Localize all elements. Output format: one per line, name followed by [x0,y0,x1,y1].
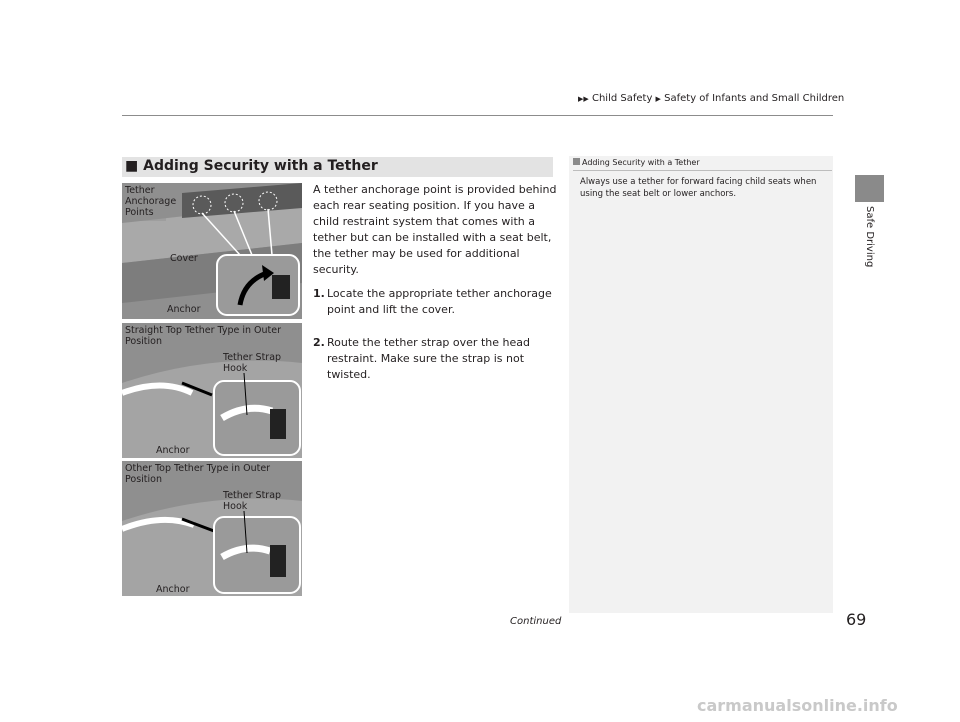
watermark: carmanualsonline.info [697,696,898,715]
header-rule [122,115,833,116]
step-number: 2. [313,336,325,349]
cover-label: Cover [170,253,198,264]
step-text: Route the tether strap over the head restraint. Make sure the strap is not twisted. [327,336,530,381]
breadcrumb-safety-infants[interactable]: Safety of Infants and Small Children [664,93,845,104]
other-tether-title: Other Top Tether Type in Outer Position [125,463,271,485]
tether-anchorage-points-label: Tether Anchorage Points [125,185,177,218]
breadcrumb-child-safety[interactable]: Child Safety [591,93,653,104]
step-text: Locate the appropriate tether anchorage point and lift the cover. [327,287,552,316]
page-number: 69 [846,610,867,629]
arrow-icon: ▶ [655,95,661,103]
section-title-text: Adding Security with a Tether [143,158,378,174]
section-tab[interactable] [855,175,884,202]
step-2 [313,335,558,383]
tether-strap-hook-label: Tether Strap Hook [223,352,282,374]
body-text [313,182,558,400]
arrow-icon: ▶▶ [578,95,589,103]
tether-anchorage-figure [122,183,302,319]
breadcrumb [578,93,844,104]
tether-strap-hook-label: Tether Strap Hook [223,490,282,512]
anchor-label: Anchor [156,445,190,456]
straight-tether-title: Straight Top Tether Type in Outer Position [125,325,282,347]
section-tab-label: Safe Driving [864,206,875,268]
note-divider [573,170,832,171]
step-number: 1. [313,287,325,300]
step-1 [313,286,558,318]
intro-paragraph: A tether anchorage point is provided behind each rear seating position. If you have a child restraint system that comes with a tether but can be installed with a seat belt, the tether may be used for additional security. [313,183,557,276]
note-text: Always use a tether for forward facing child seats when using the seat belt or lower anchors. [580,177,817,199]
anchor-label: Anchor [156,584,190,595]
square-bullet-icon: ■ [125,158,139,174]
note-panel [569,156,833,613]
note-icon [573,158,580,165]
note-heading-text: Adding Security with a Tether [582,158,700,167]
note-heading [573,158,700,167]
other-tether-figure [122,461,302,596]
straight-tether-figure [122,323,302,458]
continued-label: Continued [510,616,562,627]
section-title [125,158,378,174]
anchor-label: Anchor [167,304,201,315]
